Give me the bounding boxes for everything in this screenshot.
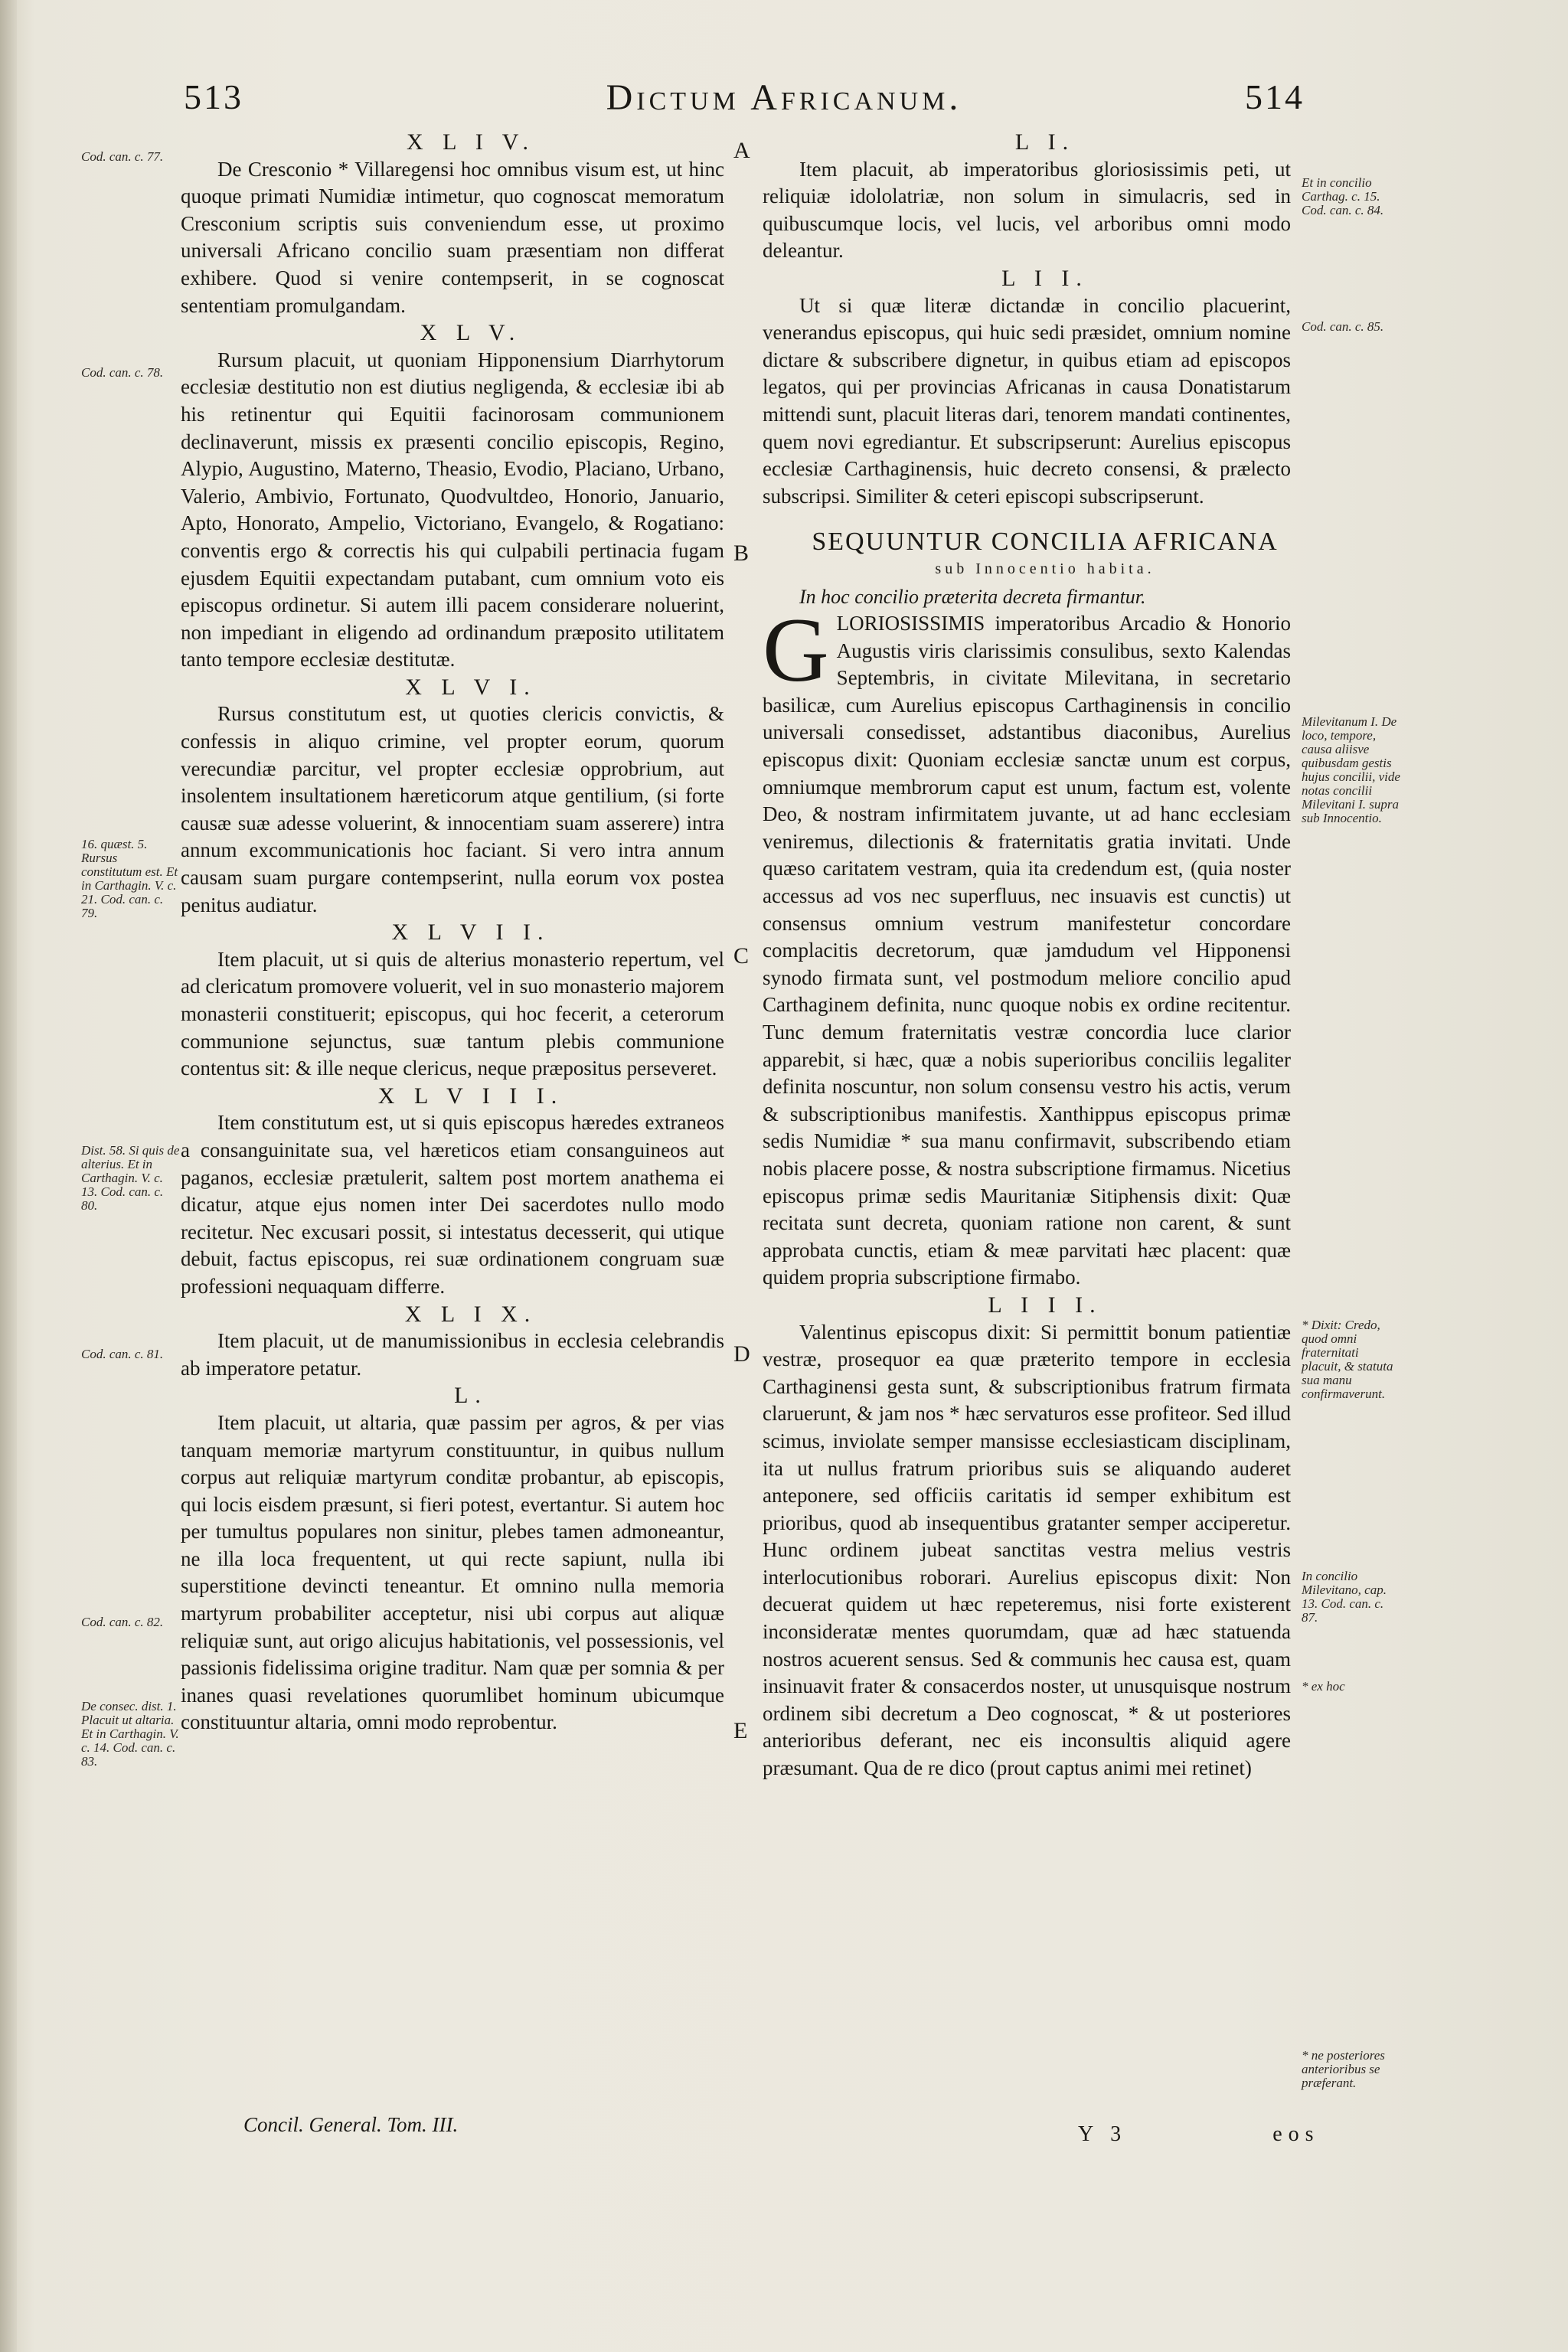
canon-paragraph: Item placuit, ab imperatoribus gloriosissimis peti, ut reliquiæ idololatriæ, non solum in simulacris, sed in quibuscumque locis, vel lucis, vel arboribus omni modo deleantur.	[763, 157, 1291, 263]
footer-volume: Concil. General. Tom. III.	[243, 2113, 459, 2136]
margin-note: Cod. can. c. 85.	[1302, 319, 1384, 334]
section-heading: X L V I.	[405, 674, 537, 700]
margin-note: Milevitanum I. De loco, tempore, causa aliisve quibusdam gestis hujus concilii, vide notas concilii Milevitani I. supra sub Innocentio.	[1302, 714, 1400, 825]
canon-paragraph: Rursus constitutum est, ut quoties clericis convictis, & confessis in aliquo crimine, vel propter eorum, quorum verecundiæ parcitur, vel propter ecclesiæ opprobrium, aut insolentem insultationem hæreticorum atque gentilium, (si forte causæ suæ adesse voluerint, & innocentiam suam asserere) intra annum excommunicationis hoc faciant. Si vero intra annum causam suam purgare contempserint, nulla eorum vox postea penitus audiatur.	[181, 702, 724, 916]
margin-note: Cod. can. c. 81.	[81, 1347, 164, 1361]
section-letter-c: C	[733, 943, 750, 969]
council-heading: SEQUUNTUR CONCILIA AFRICANA	[812, 528, 1279, 557]
section-letter-a: A	[733, 138, 750, 163]
margin-note: Cod. can. c. 77.	[81, 149, 164, 164]
section-letter-d: D	[733, 1341, 750, 1367]
section-letter-b: B	[733, 541, 750, 566]
section-heading: X L V.	[420, 320, 522, 346]
canon-paragraph: Item placuit, ut si quis de alterius monasterio repertum, vel ad clericatum promovere voluerit, vel in suo monasterio majorem monasterii constituerit; episcopus, qui hoc fecerit, a ceterorum communione sejunctus, suæ tantum plebis communione contentus sit: & ille neque clericus, neque præpositus perseveret.	[181, 947, 724, 1080]
right-text-column	[763, 129, 1291, 1782]
signature-mark: Y 3	[1078, 2122, 1128, 2146]
running-title: Dictum Africanum.	[606, 77, 962, 118]
margin-note: De consec. dist. 1. Placuit ut altaria. Et in Carthagin. V. c. 14. Cod. can. c. 83.	[81, 1699, 179, 1769]
section-heading: X L I X.	[404, 1301, 537, 1327]
margin-note: * Dixit: Credo, quod omni fraternitati placuit, & statuta sua manu confirmaverunt.	[1302, 1318, 1393, 1401]
margin-note: Cod. can. c. 82.	[81, 1615, 164, 1629]
section-heading: X L V I I I.	[377, 1083, 564, 1109]
canon-paragraph: Item constitutum est, ut si quis episcopus hæredes extraneos a consanguinitate sua, vel hæreticos etiam consanguineos aut paganos, ecclesiæ prætulerit, saltem post mortem anathema ei dicatur, atque ejus nomen inter Dei sacerdotes nullo modo recitetur. Nec excusari possit, si intestatus decesserit, qui utique debuit, factus episcopus, rei suæ ordinationem congruam suæ professioni nequaquam differre.	[181, 1111, 724, 1298]
margin-note: 16. quæst. 5. Rursus constitutum est. Et in Carthagin. V. c. 21. Cod. can. c. 79.	[81, 837, 178, 920]
canon-paragraph: Valentinus episcopus dixit: Si permittit bonum patientiæ vestræ, prosequor ea quæ præterito tempore in ecclesia Carthaginensi gesta sunt, & subscriptionibus fratrum firmata claruerunt, & jam nos * hæc servaturos esse profiteor. Sed illud scimus, inviolate semper mansisse ecclesiasticam disciplinam, ita ut nullus fratrum prioribus suis se aliquando auderet anteponere, sed officiis caritatis id semper exhibitum est prioribus, quod ab insequentibus gratanter semper acciperetur. Hunc ordinem jubeat sanctitas vestra melius vestris interlocutionibus roborari. Aurelius episcopus dixit: Non decuerat quidem ut hæc repeteremus, nisi forte existerent inconsideratæ mentes quorumdam, quæ ad hæc statuenda nostros acuerent sensus. Sed & communis hec causa est, quam insinuavit frater & consacerdos noster, ut unusquisque nostrum ordinem sibi decretum a Deo cognoscat, * & ut posteriores anterioribus deferant, nec eis inconsultis aliquid agere præsumant. Qua de re dico (prout captus animi mei retinet)	[763, 1320, 1291, 1780]
canon-paragraph: Item placuit, ut de manumissionibus in ecclesia celebrandis ab imperatore petatur.	[181, 1329, 724, 1380]
council-paragraph	[763, 599, 1291, 1292]
footer-signature	[1078, 2122, 1320, 2147]
council-text: LORIOSISSIMIS imperatoribus Arcadio & Honorio Augustis viris clarissimis consulibus, sexto Kalendas Septembris, in civitate Milevitana, in secretario basilicæ, cum Aurelius episcopus Carthaginensis in concilio universali consedisset, adstantibus diaconibus, Aurelius episcopus dixit: Quoniam ecclesiæ sanctæ unum est corpus, omniumque membrorum caput est unum, factum est, volente Deo, & nostram infirmitatem juvante, ut ad hanc ecclesiam veniremus, dilectionis & fraternitatis gratia invitati. Unde quæso caritatem vestram, quia ita credendum est, (quia noster accessus ad vos nec superfluus, nec insuavis est cunctis) ut consensus omnium vestrum manifestetur concordare complacitis decretorum, quæ jamdudum vel Hipponensi synodo firmata sunt, vel postmodum meliore concilio apud Carthaginem definita, nunc quoque nobis ex ordine recitentur. Tunc demum fraternitatis vestræ concordia luce clarior apparebit, si hæc, quæ a nobis superioribus conciliis legaliter definita noscuntur, non solum consensu vestro his actis, verum & subscriptionibus manifestis. Xanthippus episcopus primæ sedis Numidiæ * sua manu confirmavit, subscribendo etiam nobis placere posse, & nostra subscriptione firmamus. Nicetius episcopus primæ sedis Mauritaniæ Sitiphensis dixit: Quæ recitata sunt decreta, quoniam ratione non carent, & sunt approbata cunctis, etiam & meæ parvitati hæc placent: quæ quidem propria subscriptione firmabo.	[763, 612, 1291, 1289]
section-heading: L I I.	[1001, 265, 1089, 291]
canon-paragraph: De Cresconio * Villaregensi hoc omnibus visum est, ut hinc quoque primati Numidiæ intimetur, quo cognoscat memoratum Cresconium scriptis suis conveniendum esse, ut proximo universali Africano concilio suam præsentiam non differat exhibere. Quod si venire contempserit, in se cognoscat sententiam promulgandam.	[181, 157, 724, 317]
section-heading: L I.	[1014, 129, 1076, 155]
section-heading: X L I V.	[406, 129, 536, 155]
right-page-number: 514	[1245, 77, 1305, 116]
canon-paragraph: Item placuit, ut altaria, quæ passim per agros, & per vias tanquam memoriæ martyrum constituuntur, in quibus nullum corpus aut reliquiæ martyrum conditæ probantur, ab episcopis, qui locis eisdem præsunt, si fieri potest, evertantur. Si autem hoc per tumultus populares non sinitur, plebes tamen admoneantur, ne illa loca frequentent, ut qui recte sapiunt, nulla ibi superstitione devincti teneantur. Et omnino nulla memoria martyrum probabiliter acceptetur, nisi ubi corpus aut aliquæ reliquiæ sunt, aut origo alicujus habitationis, vel possessionis, vel passionis fidelissima origine traditur. Nam quæ per somnia & per inanes quasi revelationes quorumlibet hominum ubicumque constituuntur altaria, omni modo reprobentur.	[181, 1410, 724, 1734]
left-page-number: 513	[184, 77, 243, 116]
section-letter-e: E	[733, 1718, 748, 1743]
council-subheading: sub Innocentio habita.	[935, 560, 1155, 577]
council-summary: In hoc concilio præterita decreta firmantur.	[799, 585, 1146, 608]
canon-paragraph: Rursum placuit, ut quoniam Hipponensium Diarrhytorum ecclesiæ destitutio non est diutius negligenda, & ecclesiæ ibi ab his retinentur qui Equitii facinorosam communionem declinaverunt, missis ex præsenti concilio episcopis, Regino, Alypio, Augustino, Materno, Theasio, Evodio, Placiano, Urbano, Valerio, Ambivio, Fortunato, Quodvultdeo, Honorio, Januario, Apto, Honorato, Ampelio, Victoriano, Evangelo, & Rogatiano: conventis ergo & correctis his qui culpabili pertinacia fugam ejusdem Equitii expectandam putabant, cum omnium voto eis episcopus ordinetur. Si autem illi pacem considerare noluerint, non impediant in eligendo ad ordinandum præposito utilitatem tanto tempore ecclesiæ destitutæ.	[181, 348, 724, 671]
binding-gutter	[0, 0, 17, 2352]
canon-paragraph: Ut si quæ literæ dictandæ in concilio placuerint, venerandus episcopus, qui huic sedi præsidet, omnium nomine dictare & subscribere dignetur, in quibus etiam ad episcopos legatos, qui per provincias Africanas in causa Donatistarum mittendi sunt, placuit literas dari, tenorem mandati continentes, quem novi egrediantur. Et subscripserunt: Aurelius episcopus ecclesiæ Carthaginensis, huic decreto consensi, & prælecto subscripsi. Similiter & ceteri episcopi subscripserunt.	[763, 293, 1291, 508]
margin-note: In concilio Milevitano, cap. 13. Cod. can. c. 87.	[1302, 1569, 1387, 1625]
margin-note: Cod. can. c. 78.	[81, 365, 164, 380]
section-heading: L I I I.	[988, 1292, 1102, 1318]
catchword: eos	[1272, 2122, 1320, 2146]
left-text-column	[181, 129, 724, 1736]
margin-note: * ne posteriores anterioribus se præferant.	[1302, 2048, 1385, 2090]
margin-note: Et in concilio Carthag. c. 15. Cod. can. c. 84.	[1302, 175, 1384, 217]
drop-cap: G	[763, 599, 829, 701]
section-heading: L.	[454, 1383, 488, 1409]
margin-note: * ex hoc	[1302, 1679, 1345, 1694]
margin-note: Dist. 58. Si quis de alterius. Et in Carthagin. V. c. 13. Cod. can. c. 80.	[81, 1143, 180, 1213]
section-heading: X L V I I.	[391, 920, 550, 946]
